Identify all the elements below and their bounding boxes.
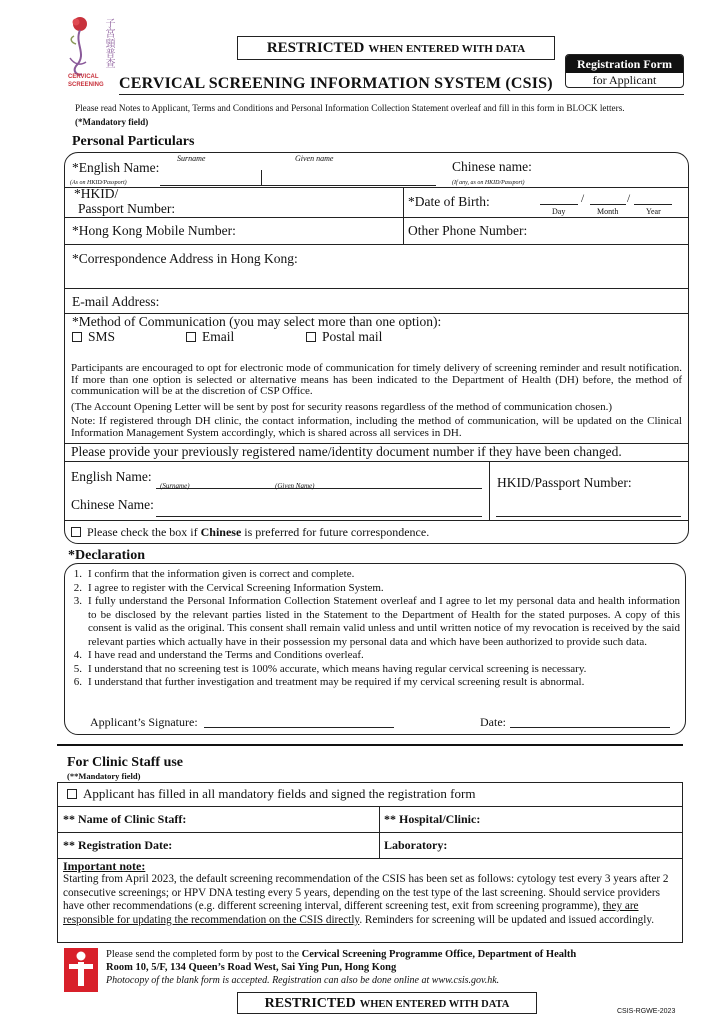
hospital-input[interactable] [485,810,677,828]
other-phone-input[interactable] [532,222,682,240]
method-email-label: Email [202,329,235,344]
dob-month-hint: Month [597,207,619,216]
declaration-item: 1. I confirm that the information given is correct and complete. [73,568,355,580]
section-title-personal: Personal Particulars [72,134,195,149]
dob-year-field[interactable] [634,204,672,205]
dob-sep-2: / [627,193,631,205]
chinese-name-label: Chinese name: [452,159,532,174]
dh-person-icon [64,948,98,992]
dh-clinic-note: Note: If registered through DH clinic, the contact information, including the method of communication, will be updated on the Clinical Information Management System accordingly, which is shared across all services in DH. [71,415,682,439]
prev-hkid-field[interactable] [496,500,681,517]
dh-logo [64,948,98,992]
prev-chinese-field[interactable] [156,500,482,517]
given-name-hint: Given name [295,154,334,163]
dob-year-hint: Year [646,207,661,216]
send-instruction [106,949,576,960]
surname-hint: Surname [177,154,206,163]
form-badge-title: Registration Form [566,55,683,73]
note-text-2: . Reminders for screening will be updated and issued accordingly. [359,913,655,926]
prev-surname-hint: (Surname) [160,482,190,490]
english-name-label: *English Name: [72,160,160,175]
send-pre: Please send the completed form by post to the [106,949,302,960]
restricted-sub-bottom: WHEN ENTERED WITH DATA [359,999,510,1010]
logo-english-2: SCREENING [68,82,104,88]
logo-english-1: CERVICAL [68,74,99,80]
email-checkbox[interactable] [186,332,196,342]
page-title: CERVICAL SCREENING INFORMATION SYSTEM (CSIS) [119,75,553,92]
note-text-1: Starting from April 2023, the default screening recommendation of the CSIS has been set as follows: cytology test every 3 years after 2 consecutive screenings; or HPV DNA testing every 5 years, depending on the test type of the last screening. Should service providers have other recommendations (e.g. different screening interval, different screening test, exit from screening programme), [63,873,669,913]
hospital-label: ** Hospital/Clinic: [384,812,481,826]
method-sms[interactable] [72,329,115,345]
dob-label: *Date of Birth: [408,194,490,209]
clinic-title: For Clinic Staff use [67,755,184,770]
declaration-item: 5. I understand that no screening test is 100% accurate, which means having regular cervical screening is necessary. [73,662,587,675]
method-sms-label: SMS [88,329,116,344]
filled-checkbox[interactable] [67,789,77,799]
sms-checkbox[interactable] [72,332,82,342]
email-label: E-mail Address: [72,294,160,309]
prev-given-hint: (Given Name) [275,482,315,490]
photocopy-note: Photocopy of the blank form is accepted. Registration can also be done online at www.csis.gov.hk. [106,975,500,986]
clinic-mandatory: (**Mandatory field) [67,771,141,781]
declaration-item: 3. I fully understand the Personal Information Collection Statement overleaf and I agree to let my personal data and health information to be disclosed by the relevant parties listed in the Statement to the Department of Health for the stated purposes. A copy of this consent is valid as the original. This consent shall remain valid unless and until written notice of my revocation is received by the said relevant parties which actually have in their possession my personal data and which have been authorized to provide such data. [73,595,680,648]
chinese-pref[interactable] [71,525,429,540]
dob-month-field[interactable] [590,204,626,205]
chinese-pref-pre: Please check the box if [87,525,201,539]
dob-day-hint: Day [552,207,566,216]
dob-sep-1: / [581,193,585,205]
prev-english-field[interactable] [156,472,482,489]
address-label: *Correspondence Address in Hong Kong: [72,251,298,266]
prev-english-label: English Name: [71,469,152,484]
lab-label: Laboratory: [384,838,448,852]
staff-label: ** Name of Clinic Staff: [63,812,187,826]
prev-hkid-label: HKID/Passport Number: [497,475,632,490]
note-text-underlined: they are responsible for updating the recommendation on the CSIS directly [63,900,639,926]
form-badge [565,54,684,88]
chinese-pref-checkbox[interactable] [71,527,81,537]
staff-input[interactable] [195,810,375,828]
declaration-item: 6. I understand that further investigation and treatment may be required if my cervical screening result is abnormal. [73,676,585,688]
method-postal[interactable] [306,329,382,345]
reg-date-label: ** Registration Date: [63,838,173,852]
signature-label: Applicant’s Signature: [90,715,198,729]
other-phone-label: Other Phone Number: [408,223,528,238]
signature-field[interactable] [204,716,394,728]
csp-logo [66,14,118,94]
filled-check-label: Applicant has filled in all mandatory fields and signed the registration form [83,786,476,801]
electronic-para: Participants are encouraged to opt for electronic mode of communication for timely delivery of screening reminder and result notification. If more than one option is selected or alternative means has been indicated to the Department of Health (DH) before, the method of communication will be at the discretion of CSP Office. [71,362,682,397]
lab-input[interactable] [452,836,678,854]
chinese-pref-bold: Chinese [200,525,242,539]
english-name-field[interactable] [160,168,436,186]
method-email[interactable] [186,329,234,345]
restricted-banner-top [237,36,555,60]
form-code: CSIS-RGWE-2023 [617,1008,676,1015]
send-bold: Cervical Screening Programme Office, Department of Health [301,949,577,960]
form-badge-sub: for Applicant [592,73,657,87]
declaration-list [70,568,680,690]
office-address: Room 10, 5/F, 134 Queen’s Road West, Sai Ying Pun, Hong Kong [106,962,397,973]
restricted-sub: WHEN ENTERED WITH DATA [368,43,526,55]
method-postal-label: Postal mail [322,329,383,344]
restricted-main: RESTRICTED [266,40,365,56]
restricted-main-bottom: RESTRICTED [264,996,356,1011]
method-label: *Method of Communication (you may select more than one option): [72,314,442,329]
chinese-pref-post: is preferred for future correspondence. [241,525,430,539]
restricted-banner-bottom [237,992,537,1014]
note-title: Important note: [63,859,146,873]
prev-chinese-label: Chinese Name: [71,497,154,512]
postal-checkbox[interactable] [306,332,316,342]
logo-chinese: 子宮頸普查 [103,18,114,68]
hkid-input[interactable] [180,194,400,214]
chinese-name-hint: (If any, as on HKID/Passport) [452,180,525,186]
mobile-input[interactable] [240,222,400,240]
declaration-title: *Declaration [68,548,145,563]
mandatory-note: (*Mandatory field) [75,117,149,127]
date-label: Date: [480,715,506,729]
email-input[interactable] [162,292,682,310]
account-letter-para: (The Account Opening Letter will be sent by post for security reasons regardless of the method of communication chosen.) [71,401,612,413]
hkid-hint: (As on HKID/Passport) [70,180,127,186]
date-field[interactable] [510,716,670,728]
reg-date-input[interactable] [185,836,375,854]
instructions: Please read Notes to Applicant, Terms and Conditions and Personal Information Collection Statement overleaf and fill in this form in BLOCK letters. [75,103,625,113]
hkid-label-1: *HKID/ [74,186,119,201]
prev-title: Please provide your previously registered name/identity document number if they have been changed. [71,444,622,459]
mobile-label: *Hong Kong Mobile Number: [72,223,236,238]
declaration-item: 2. I agree to register with the Cervical Screening Information System. [73,581,384,594]
filled-check[interactable] [67,786,475,802]
chinese-name-field[interactable] [535,160,675,176]
address-input[interactable] [72,268,682,286]
dob-day-field[interactable] [540,204,578,205]
hkid-label-2: Passport Number: [78,201,176,216]
declaration-item: 4. I have read and understand the Terms and Conditions overleaf. [73,649,364,661]
important-note [63,873,677,927]
